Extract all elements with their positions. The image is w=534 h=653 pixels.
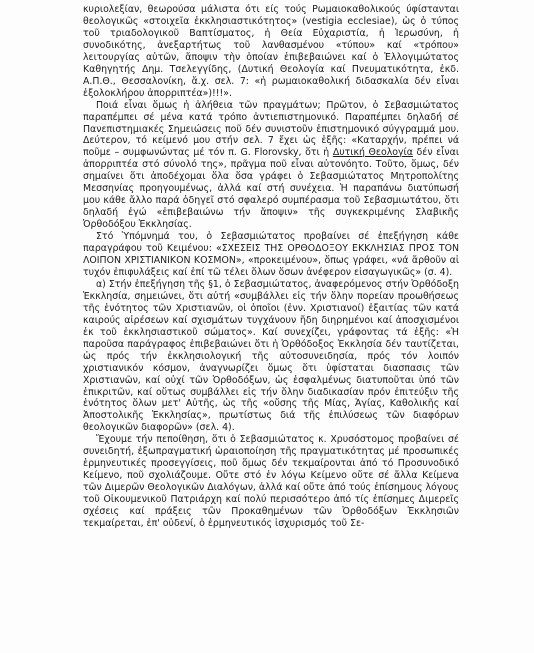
text-run: κυριολεξίαν, θεωρούσα μάλιστα ότι είς τούς Ρωμαιοκαθολικούς ύφίστανται θεολογικῶς «στοιχεῖα ἐκκλησιαστικότητος» (vestigia ecclesiae), ὡς ὁ τύπος τοῦ τριαδολογικοῦ Βαπτίσματος, ἡ Θεία Εὐχαριστία, ἡ Ἱερωσύνη, ἡ συνοδικότης, ἀνεξαρτήτως τοῦ λανθασμένου «τύπου» καί «τρόπου» λειτουργίας αὐτῶν, ἄποψιν τὴν ὁποίαν ἐπιβεβαιώνει καί ὁ Ἐλλογιμώτατος Καθηγητής Δημ. Τσελεγγίδης, (Δυτική Θεολογία καί Πνευματικότητα, ἐκδ. Α.Π.Θ., Θεσσαλονίκη, ἄ.χ. σελ. 7: «ἡ ρωμαιοκαθολική διδασκαλία δέν εἶναι ἐξολοκλήρου ἀπορριπτέα»)!!!». (83, 4, 459, 99)
paragraph (83, 434, 459, 530)
paragraph (83, 279, 459, 434)
text-run: α) Στήν ἐπεξήγηση τῆς §1, ὁ Σεβασμιώτατος, ἀναφερόμενος στήν Ὀρθόδοξη Ἐκκλησία, σημειώνει, ὅτι αὐτή «συμβάλλει εἰς τήν ὅλην πορείαν προωθήσεως τῆς ἑνότητος τῶν Χριστιανῶν, οἱ ὁποῖοι (ἐνν. Χριστιανοί) ἐξαιτίας τῶν κατά καιρούς αἱρέσεων καί σχισμάτων τυγχάνουν ἤδη διηρημένοι καί ἀποσχισμένοι ἐκ τοῦ ἐκκλησιαστικοῦ σώματος». Καί συνεχίζει, γράφοντας τά ἑξῆς: «Ἡ παροῦσα παράγραφος ἐπιβεβαιώνει ὅτι ἡ Ὀρθόδοξος Ἐκκλησία δέν ταυτίζεται, ὡς πρός τήν ἐκκλησιολογική τῆς αὐτοσυνειδησία, πρός τόν λοιπόν χριστιανικόν κόσμον, ἀναγνωρίζει ὅμως ὅτι ὑφίσταται διασπασις τῶν Χριστιανῶν, καί οὐχί τῶν Ὀρθοδόξων, ὡς ἐσφαλμένως διατυποῦται ὑπό τῶν ἐπικριτῶν, καί οὕτως συμβάλλει εἰς τήν ὅλην διαδικασίαν πρόν ἐπιτεύξιν τῆς ἑνότητος ὅλων μετ' Αὐτῆς, ὡς τῆς «οὔσης τῆς Μίας, Ἁγίας, Καθολικῆς καί Ἀποστολικῆς Ἐκκλησίας», πρωτίστως διά τῆς ἐπιλύσεως τῶν διαφόρων θεολογικῶν διαφορῶν» (σελ. 4). (83, 278, 459, 434)
text-run: Ἔχουμε τήν πεποίθηση, ὅτι ὁ Σεβασμιώτατος κ. Χρυσόστομος προβαίνει σέ συνειδητή, ἐξωπραγματική ὡραιοποίηση τῆς πραγματικότητας μέ προσωπικές ἑρμηνευτικές προσεγγίσεις, ποῦ ὅμως δέν τεκμαίρονται ἀπό τό Προσυνοδικό Κείμενο, ποῦ σχολιάζουμε. Οὔτε στό ἐν λόγω Κείμενο οὔτε σέ ἄλλα Κείμενα τῶν Διμερῶν Θεολογικῶν Διαλόγων, ἀλλά καί οὔτε ἀπό τούς ἐπίσημους λόγους τοῦ Οἰκουμενικοῦ Πατριάρχη καί πολύ περισσότερο ἀπό τίς ἐπίσημες Διμερεῖς σχέσεις καί πράξεις τῶν Προκαθημένων τῶν Ὀρθοδόξων Ἐκκλησιῶν τεκμαίρεται, ἐπ' οὐδενί, ὁ ἑρμηνευτικός ἰσχυρισμός τοῦ Σε- (83, 434, 459, 529)
paragraph (83, 100, 459, 231)
paragraph (83, 4, 459, 100)
underlined-text: Δυτική Θεολογία (332, 147, 413, 159)
text-run: Στό Ὑπόμνημά του, ὁ Σεβασμιώτατος προβαίνει σέ ἐπεξήγηση κάθε παραγράφου τοῦ Κειμένου: «ΣΧΕΣΕΙΣ ΤΗΣ ΟΡΘΟΔΟΞΟΥ ΕΚΚΛΗΣΙΑΣ ΠΡΟΣ ΤΟΝ ΛΟΙΠΟΝ ΧΡΙΣΤΙΑΝΙΚΟΝ ΚΟΣΜΟΝ», «προκειμένου», ὅπως γράφει, «νά ἄρθοῦν αἱ τυχόν ἐπιφυλάξεις καί ἐπί τῶ τέλει ὅλων ὅσων ἀνέφερον εἰσαγωγικῶς» (σ. 4). (83, 231, 459, 278)
paragraph (83, 231, 459, 279)
text-run: δέν εἶναι ἀπορριπτέα στό σύνολό της», πρᾶγμα ποῦ εἶναι αὐτονόητο. Τοῦτο, ὅμως, δέν σημαίνει ὅτι ἀποδέχομαι ὅλα ὅσα γράφει ὁ Σεβασμιώτατος Μητροπολίτης Μεσσηνίας προηγουμένως, ἀλλά καί στή συνέχεια. Ἡ παραπάνω διατύπωσή μου κάθε ἄλλο παρά ὁδηγεῖ στό σφαλερό συμπέρασμα τοῦ Σεβασμιωτάτου, ὅτι δηλαδή ἐγώ «ἐπιβεβαιώνω τήν ἄποψιν» τῆς συγκεκριμένης Σλαβικῆς Ὀρθοδόξου Ἐκκλησίας. (83, 147, 460, 231)
body-text (83, 4, 459, 530)
text-run: Ποιά εἶναι ὅμως ἡ ἀλήθεια τῶν πραγμάτων; Πρῶτον, ὁ Σεβασμιώτατος παραπέμπει σέ μένα κατά τρόπο ἀντιεπιστημονικό. Παραπέμπει δηλαδή σέ Πανεπιστημιακές Σημειώσεις ποῦ δέν συνιστοῦν ἐπιστημονικό σύγγραμμά μου. Δεύτερον, τό κείμενό μου στήν σελ. 7 ἔχει ὡς ἑξῆς: «Καταρχήν, πρέπει νά ποῦμε – συμφωνώντας μέ τόν π. G. Florovsky, ὅτι ἡ (83, 99, 459, 159)
